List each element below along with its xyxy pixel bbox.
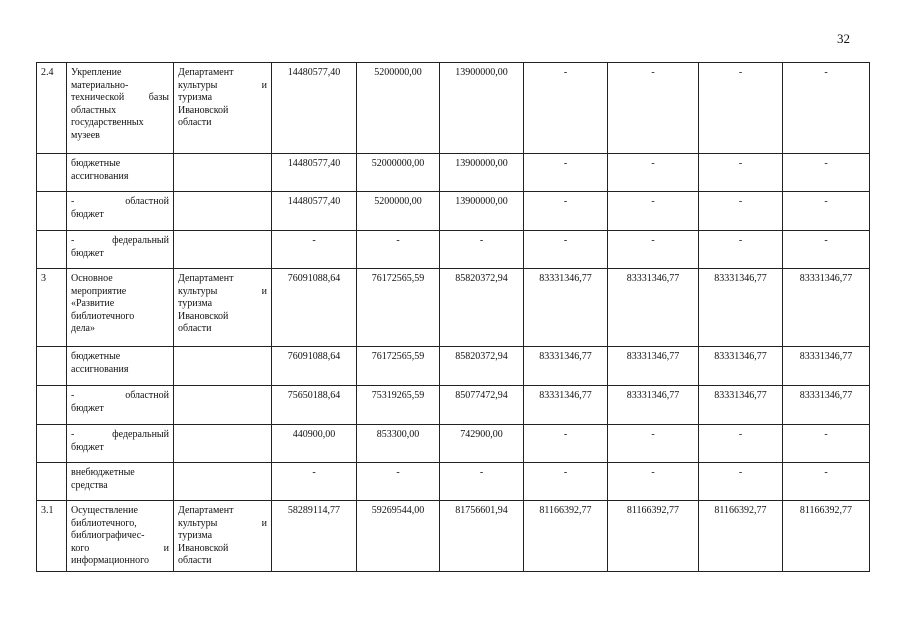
activity-name-line: ассигнования bbox=[71, 170, 129, 182]
executor-line: области bbox=[178, 117, 212, 128]
amount-cell: 76091088,64 bbox=[272, 269, 357, 347]
executor-line: Департамент bbox=[178, 67, 234, 78]
amount-cell: 81166392,77 bbox=[608, 501, 699, 572]
row-index-cell bbox=[37, 425, 67, 463]
amount-cell: - bbox=[608, 425, 699, 463]
activity-name-line: бюджет bbox=[71, 208, 104, 220]
amount-cell: 83331346,77 bbox=[783, 347, 870, 386]
activity-name-line: «Развитие bbox=[71, 298, 115, 309]
amount-cell: 13900000,00 bbox=[440, 63, 524, 154]
amount-cell: - bbox=[699, 192, 783, 231]
executor-line: области bbox=[178, 323, 212, 334]
amount-cell: - bbox=[608, 192, 699, 231]
amount-cell: 58289114,77 bbox=[272, 501, 357, 572]
amount-cell: - bbox=[783, 192, 870, 231]
row-index-cell: 2.4 bbox=[37, 63, 67, 154]
executor-cell bbox=[174, 154, 272, 192]
amount-cell: 59269544,00 bbox=[357, 501, 440, 572]
executor-cell bbox=[174, 347, 272, 386]
executor-line: культуры и bbox=[178, 517, 267, 529]
activity-name-cell bbox=[67, 386, 174, 425]
table-row bbox=[37, 63, 870, 154]
activity-name-line: бюджетные bbox=[71, 158, 121, 169]
table-row bbox=[37, 154, 870, 192]
table-row bbox=[37, 425, 870, 463]
activity-name-line: бюджетные bbox=[71, 351, 121, 362]
table-row bbox=[37, 463, 870, 501]
amount-cell: 83331346,77 bbox=[699, 269, 783, 347]
activity-name-cell bbox=[67, 63, 174, 154]
table-row bbox=[37, 347, 870, 386]
amount-cell: 83331346,77 bbox=[608, 269, 699, 347]
budget-table bbox=[36, 62, 870, 572]
table-row bbox=[37, 231, 870, 269]
amount-cell: - bbox=[440, 231, 524, 269]
activity-name-line: бюджет bbox=[71, 402, 104, 414]
amount-cell: - bbox=[524, 231, 608, 269]
executor-cell bbox=[174, 463, 272, 501]
executor-cell bbox=[174, 63, 272, 154]
amount-cell: - bbox=[608, 463, 699, 501]
amount-cell: 81166392,77 bbox=[783, 501, 870, 572]
amount-cell: 14480577,40 bbox=[272, 192, 357, 231]
activity-name-line: кого и bbox=[71, 542, 169, 554]
executor-line: туризма bbox=[178, 298, 213, 309]
amount-cell: 85077472,94 bbox=[440, 386, 524, 425]
activity-name-line: бюджет bbox=[71, 247, 104, 259]
row-index-cell: 3.1 bbox=[37, 501, 67, 572]
amount-cell: 5200000,00 bbox=[357, 63, 440, 154]
activity-name-line: библиотечного bbox=[71, 310, 135, 322]
amount-cell: - bbox=[608, 63, 699, 154]
amount-cell: - bbox=[699, 463, 783, 501]
activity-name-cell bbox=[67, 463, 174, 501]
amount-cell: 853300,00 bbox=[357, 425, 440, 463]
amount-cell: - bbox=[524, 154, 608, 192]
activity-name-line: государственных bbox=[71, 117, 144, 128]
activity-name-cell bbox=[67, 425, 174, 463]
amount-cell: 13900000,00 bbox=[440, 154, 524, 192]
activity-name-line: музеев bbox=[71, 129, 100, 141]
row-index-cell bbox=[37, 347, 67, 386]
activity-name-cell bbox=[67, 347, 174, 386]
executor-cell bbox=[174, 231, 272, 269]
amount-cell: - bbox=[524, 63, 608, 154]
amount-cell: 52000000,00 bbox=[357, 154, 440, 192]
executor-cell bbox=[174, 269, 272, 347]
activity-name-line: Осуществление bbox=[71, 505, 138, 516]
amount-cell: 81756601,94 bbox=[440, 501, 524, 572]
activity-name-line: технической базы bbox=[71, 92, 169, 103]
executor-cell bbox=[174, 386, 272, 425]
amount-cell: 81166392,77 bbox=[524, 501, 608, 572]
amount-cell: 75319265,59 bbox=[357, 386, 440, 425]
executor-line: культуры и bbox=[178, 285, 267, 297]
amount-cell: - bbox=[608, 154, 699, 192]
activity-name-cell bbox=[67, 269, 174, 347]
page-number: 32 bbox=[837, 31, 850, 46]
activity-name-line: мероприятие bbox=[71, 285, 127, 297]
amount-cell: 83331346,77 bbox=[608, 347, 699, 386]
amount-cell: 14480577,40 bbox=[272, 63, 357, 154]
amount-cell: - bbox=[357, 231, 440, 269]
activity-name-cell bbox=[67, 192, 174, 231]
activity-name-line: бюджет bbox=[71, 441, 104, 453]
executor-cell bbox=[174, 501, 272, 572]
executor-cell bbox=[174, 425, 272, 463]
amount-cell: - bbox=[272, 231, 357, 269]
amount-cell: - bbox=[440, 463, 524, 501]
amount-cell: 76172565,59 bbox=[357, 269, 440, 347]
table-row bbox=[37, 386, 870, 425]
executor-line: культуры и bbox=[178, 79, 267, 91]
amount-cell: 83331346,77 bbox=[783, 269, 870, 347]
amount-cell: 14480577,40 bbox=[272, 154, 357, 192]
activity-name-line: библиографичес- bbox=[71, 530, 145, 541]
activity-name-line: - областной bbox=[71, 196, 169, 207]
executor-cell bbox=[174, 192, 272, 231]
amount-cell: - bbox=[783, 425, 870, 463]
executor-line: туризма bbox=[178, 92, 213, 103]
table-body bbox=[37, 63, 870, 572]
amount-cell: 742900,00 bbox=[440, 425, 524, 463]
amount-cell: - bbox=[272, 463, 357, 501]
executor-line: Ивановской bbox=[178, 542, 229, 554]
amount-cell: - bbox=[357, 463, 440, 501]
amount-cell: - bbox=[699, 425, 783, 463]
amount-cell: 85820372,94 bbox=[440, 269, 524, 347]
amount-cell: - bbox=[699, 154, 783, 192]
amount-cell: - bbox=[783, 463, 870, 501]
amount-cell: 83331346,77 bbox=[608, 386, 699, 425]
row-index-cell: 3 bbox=[37, 269, 67, 347]
activity-name-cell bbox=[67, 154, 174, 192]
row-index-cell bbox=[37, 192, 67, 231]
amount-cell: - bbox=[524, 192, 608, 231]
amount-cell: 83331346,77 bbox=[699, 386, 783, 425]
amount-cell: 5200000,00 bbox=[357, 192, 440, 231]
activity-name-line: областных bbox=[71, 104, 117, 116]
amount-cell: 85820372,94 bbox=[440, 347, 524, 386]
amount-cell: - bbox=[783, 63, 870, 154]
row-index-cell bbox=[37, 386, 67, 425]
row-index-cell bbox=[37, 463, 67, 501]
activity-name-line: Укрепление bbox=[71, 67, 122, 78]
amount-cell: - bbox=[608, 231, 699, 269]
table-row bbox=[37, 501, 870, 572]
executor-line: Ивановской bbox=[178, 310, 229, 322]
amount-cell: 83331346,77 bbox=[699, 347, 783, 386]
activity-name-line: библиотечного, bbox=[71, 517, 137, 529]
row-index-cell bbox=[37, 154, 67, 192]
executor-line: Ивановской bbox=[178, 104, 229, 116]
activity-name-line: Основное bbox=[71, 273, 113, 284]
activity-name-line: средства bbox=[71, 479, 108, 491]
activity-name-line: - областной bbox=[71, 390, 169, 401]
executor-line: области bbox=[178, 555, 212, 566]
amount-cell: 81166392,77 bbox=[699, 501, 783, 572]
amount-cell: - bbox=[699, 231, 783, 269]
amount-cell: 13900000,00 bbox=[440, 192, 524, 231]
amount-cell: 83331346,77 bbox=[524, 347, 608, 386]
table-row bbox=[37, 192, 870, 231]
amount-cell: - bbox=[783, 154, 870, 192]
activity-name-cell bbox=[67, 231, 174, 269]
table-row bbox=[37, 269, 870, 347]
executor-line: туризма bbox=[178, 530, 213, 541]
activity-name-line: информационного bbox=[71, 555, 149, 566]
executor-line: Департамент bbox=[178, 273, 234, 284]
activity-name-line: ассигнования bbox=[71, 363, 129, 375]
amount-cell: 75650188,64 bbox=[272, 386, 357, 425]
activity-name-line: - федеральный bbox=[71, 235, 169, 246]
executor-line: Департамент bbox=[178, 505, 234, 516]
activity-name-line: внебюджетные bbox=[71, 467, 135, 478]
amount-cell: 440900,00 bbox=[272, 425, 357, 463]
amount-cell: 83331346,77 bbox=[524, 269, 608, 347]
activity-name-line: дела» bbox=[71, 323, 95, 334]
amount-cell: - bbox=[699, 63, 783, 154]
amount-cell: - bbox=[524, 425, 608, 463]
activity-name-cell bbox=[67, 501, 174, 572]
amount-cell: 76091088,64 bbox=[272, 347, 357, 386]
amount-cell: 83331346,77 bbox=[783, 386, 870, 425]
amount-cell: 83331346,77 bbox=[524, 386, 608, 425]
amount-cell: - bbox=[524, 463, 608, 501]
row-index-cell bbox=[37, 231, 67, 269]
amount-cell: - bbox=[783, 231, 870, 269]
activity-name-line: - федеральный bbox=[71, 429, 169, 440]
amount-cell: 76172565,59 bbox=[357, 347, 440, 386]
activity-name-line: материально- bbox=[71, 79, 129, 91]
